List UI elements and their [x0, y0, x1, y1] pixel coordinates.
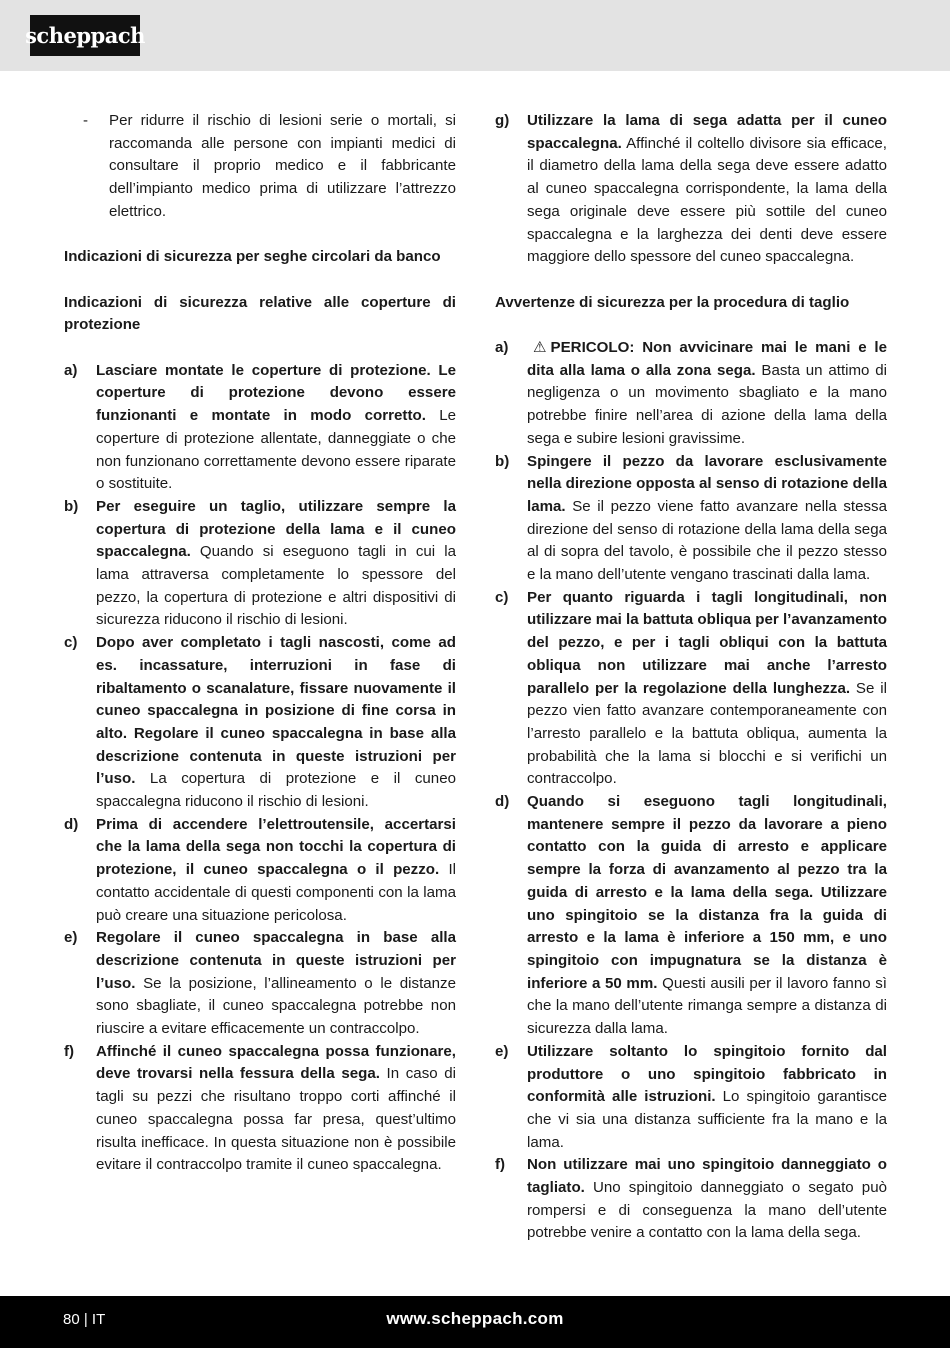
- list-item: [495, 791, 887, 1041]
- item-bold: Per eseguire un taglio, utilizzare sempre la copertura di protezione della lama e il cuneo spaccalegna.: [96, 497, 456, 561]
- list-item: [64, 360, 456, 496]
- list-item: [64, 814, 456, 928]
- item-body: [96, 1041, 456, 1177]
- right-column: [495, 110, 887, 1245]
- item-bold: Spingere il pezzo da lavorare esclusivamente nella direzione opposta al senso di rotazione della lama.: [527, 452, 887, 515]
- item-text: Le coperture di protezione allentate, danneggiate o che non funzionano correttamente devono essere riparate o sostituite.: [96, 407, 456, 493]
- item-body: [527, 1041, 887, 1155]
- item-bold: Regolare il cuneo spaccalegna in base alla descrizione contenuta in queste istruzioni per l’uso.: [96, 929, 456, 992]
- brand-logo: scheppach: [30, 15, 140, 56]
- right-items: [495, 337, 887, 1245]
- bullet-item: [64, 110, 456, 224]
- item-text: La copertura di protezione e il cuneo spaccalegna riducono il rischio di lesioni.: [96, 770, 456, 811]
- item-text: Uno spingitoio danneggiato o segato può rompersi e di conseguenza la mano dell’utente potrebbe venire a contatto con la lama della sega.: [527, 1179, 887, 1242]
- item-bold: PERICOLO: Non avvicinare mai le mani e le dita alla lama o alla zona sega.: [527, 339, 887, 379]
- page-footer: [0, 1296, 950, 1348]
- item-bold: Lasciare montate le coperture di protezione. Le coperture di protezione devono essere funzionanti e montate in modo corretto.: [96, 361, 456, 425]
- item-bold: Non utilizzare mai uno spingitoio danneggiato o tagliato.: [527, 1156, 887, 1197]
- bullet-marker: -: [83, 112, 89, 129]
- item-body: [96, 360, 456, 496]
- page-number: 80 | IT: [63, 1311, 106, 1328]
- item-text: Il contatto accidentale di questi componenti con la lama può creare una situazione pericolosa.: [96, 861, 457, 924]
- item-bold: Affinché il cuneo spaccalegna possa funzionare, deve trovarsi nella fessura della sega.: [96, 1042, 456, 1083]
- item-label: e): [495, 1042, 509, 1060]
- website-link[interactable]: www.scheppach.com: [386, 1309, 564, 1328]
- left-column: [64, 110, 456, 1177]
- item-text: Basta un attimo di negligenza o un movimento sbagliato e la mano potrebbe finire nell’area di azione della lama della sega e subire lesioni gravissime.: [527, 361, 888, 447]
- item-text: In caso di tagli su pezzi che risultano troppo corti affinché il cuneo spaccalegna possa far presa, quest’ultimo risulta inefficace. In questa situazione non è possibile evitare il contraccolpo tramite il cuneo spaccalegna.: [96, 1065, 456, 1174]
- item-bold: Utilizzare soltanto lo spingitoio fornito dal produttore o uno spingitoio fabbricato in conformità alle istruzioni.: [527, 1042, 887, 1106]
- item-bold: Prima di accendere l’elettroutensile, accertarsi che la lama della sega non tocchi la copertura di protezione, il cuneo spaccalegna o il pezzo.: [96, 815, 456, 879]
- warning-triangle-icon: ⚠: [533, 339, 547, 356]
- list-item: [64, 496, 456, 632]
- list-item: [64, 632, 456, 814]
- item-text: Questi ausili per il lavoro fanno sì che la mano dell’utente rimanga sempre a distanza di sicurezza dalla lama.: [527, 974, 887, 1038]
- item-body: [96, 814, 456, 928]
- list-item: [64, 927, 456, 1041]
- item-label: c): [64, 634, 78, 652]
- item-body: [527, 1154, 887, 1245]
- list-item: [495, 1154, 887, 1245]
- item-body: [96, 632, 456, 814]
- item-label: f): [64, 1042, 75, 1060]
- item-label: a): [64, 361, 78, 379]
- item-label: a): [495, 339, 509, 356]
- item-body: [527, 587, 887, 791]
- section-heading-guards: Indicazioni di sicurezza relative alle coperture di protezione: [64, 293, 456, 334]
- item-label: g): [495, 112, 510, 129]
- item-text: Affinché il coltello divisore sia efficace, il diametro della lama della sega deve essere adatto al cuneo spaccalegna corrispondente, la lama della sega originale deve essere più sottile del cuneo spaccalegna e la larghezza dei denti deve essere maggiore dello spessore del cuneo spaccalegna.: [527, 134, 887, 266]
- item-label: d): [495, 793, 510, 811]
- item-body: [527, 451, 887, 587]
- section-heading-cutting: Avvertenze di sicurezza per la procedura di taglio: [495, 293, 850, 311]
- item-bold: Per quanto riguarda i tagli longitudinali, non utilizzare mai la battuta obliqua per l’avanzamento del pezzo, e per i tagli obliqui con la battuta obliqua non utilizzare mai anche l’arresto parallelo per la regolazione della lunghezza.: [527, 588, 887, 697]
- item-label: d): [64, 815, 79, 833]
- item-body: [527, 337, 887, 451]
- item-body: [96, 927, 456, 1041]
- bullet-text: Per ridurre il rischio di lesioni serie o mortali, si raccomanda alle persone con impianti medici di consultare il proprio medico e il fabbricante dell’impianto medico prima di utilizzare l’attrezzo elettrico.: [109, 112, 456, 220]
- item-bold: Dopo aver completato i tagli nascosti, come ad es. incassature, interruzioni in fase di ribaltamento o scanalature, fissare nuovamente il cuneo spaccalegna in posizione di fine corsa in alto. Regolare il cuneo spaccalegna in base alla descrizione contenuta in queste istruzioni per l’uso.: [96, 634, 456, 788]
- item-label: b): [64, 497, 79, 515]
- item-body: [527, 110, 887, 269]
- section-heading-table-saws: Indicazioni di sicurezza per seghe circolari da banco: [64, 248, 441, 266]
- list-item: [64, 1041, 456, 1177]
- list-item: [495, 451, 887, 587]
- item-label: e): [64, 929, 78, 947]
- item-label: f): [495, 1156, 506, 1174]
- left-items: [64, 360, 456, 1177]
- item-bold: Quando si eseguono tagli longitudinali, mantenere sempre il pezzo da lavorare a pieno contatto con la guida di arresto e applicare sempre la forza di avanzamento al pezzo tra la guida di arresto e la lama della sega. Utilizzare uno spingitoio se la distanza fra la guida di arresto e la lama è inferiore a 150 mm, e uno spingitoio con impugnatura se la distanza è inferiore a 50 mm.: [527, 793, 887, 992]
- item-body: [96, 496, 456, 632]
- item-label: c): [495, 588, 509, 606]
- item-label: b): [495, 452, 510, 470]
- item-body: [527, 791, 887, 1041]
- item-text: Se la posizione, l’allineamento o le distanze sono sbagliate, il cuneo spaccalegna potrebbe non riuscire a evitare efficacemente un contraccolpo.: [96, 974, 456, 1038]
- item-text: Quando si eseguono tagli in cui la lama attraversa completamente lo spessore del pezzo, la copertura di protezione e altri dispositivi di sicurezza riducono il rischio di lesioni.: [96, 543, 456, 629]
- item-text: Se il pezzo viene fatto avanzare nella stessa direzione del senso di rotazione della lama della sega al di sopra del tavolo, è possibile che il pezzo stesso e la mano dell’utente vengano trascinati dalla lama.: [527, 497, 887, 584]
- item-text: Lo spingitoio garantisce che vi sia una distanza sufficiente fra la mano e la lama.: [527, 1088, 888, 1151]
- page-header: [0, 0, 950, 71]
- item-bold: Utilizzare la lama di sega adatta per il cuneo spaccalegna.: [527, 112, 887, 152]
- list-item: [495, 337, 887, 451]
- list-item: [495, 110, 887, 269]
- item-text: Se il pezzo vien fatto avanzare contemporaneamente con l’arresto parallelo e la battuta obliqua, aumenta la probabilità che la lama si blocchi e si verifichi un contraccolpo.: [527, 679, 887, 788]
- list-item: [495, 1041, 887, 1155]
- list-item: [495, 587, 887, 791]
